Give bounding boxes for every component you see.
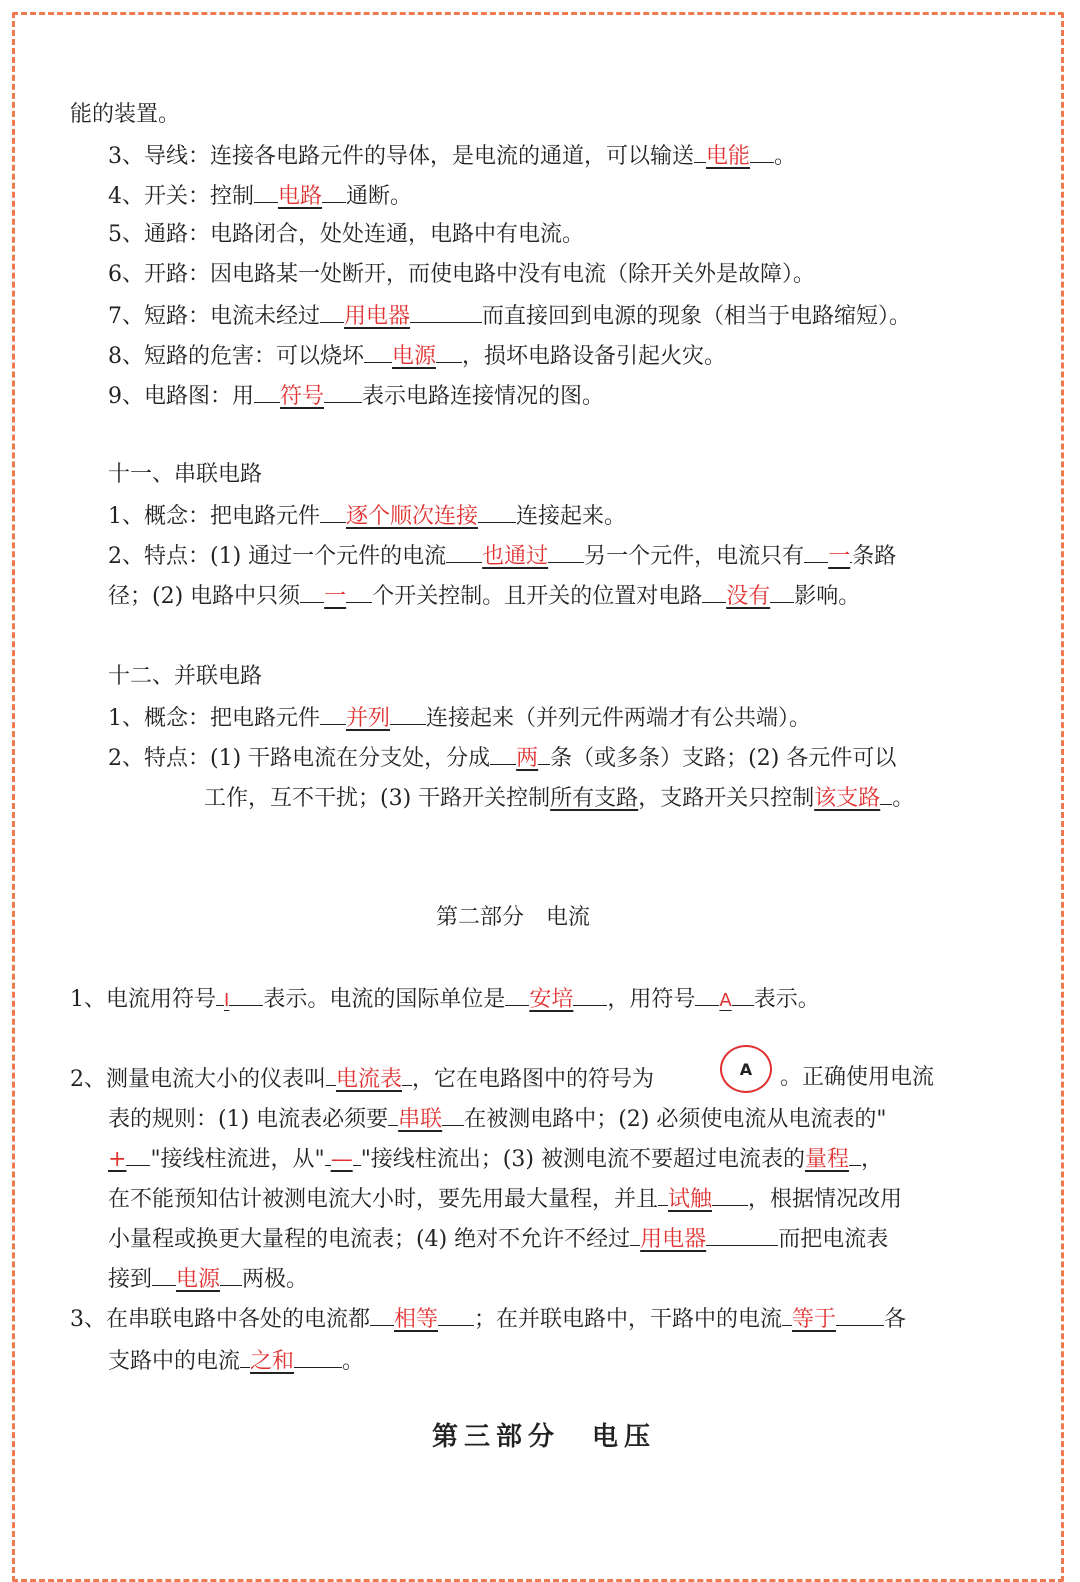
section-heading: 十二、并联电路 [108, 664, 263, 689]
answer-text: 相等 [394, 1307, 439, 1332]
answer-text: 串联 [398, 1107, 443, 1132]
text-line: 1、概念：把电路元件 逐个顺次连接 连接起来。 [108, 500, 626, 532]
text-line: 径；(2) 电路中只须 一 个开关控制。且开关的位置对电路 没有 影响。 [108, 580, 860, 612]
answer-text: I [224, 990, 230, 1011]
text-line: 3、导线：连接各电路元件的导体，是电流的通道，可以输送 电能 。 [108, 140, 796, 172]
part-heading: 第二部分 电流 [436, 905, 591, 930]
answer-text: 用电器 [344, 304, 411, 329]
text-line: 小量程或换更大量程的电流表；(4) 绝对不允许不经过 用电器 而把电流表 [108, 1223, 888, 1255]
answer-text: 电能 [706, 144, 751, 169]
text-line: 1、电流用符号 I 表示。电流的国际单位是 安培 ，用符号 A 表示。 [70, 983, 820, 1016]
answer-text: 符号 [280, 384, 325, 409]
text-line: 。正确使用电流 [780, 1065, 935, 1090]
answer-text: 两 [516, 746, 539, 771]
text-line: 6、开路：因电路某一处断开，而使电路中没有电流（除开关外是故障）。 [108, 262, 815, 287]
text-line: 5、通路：电路闭合，处处连通，电路中有电流。 [108, 222, 584, 247]
answer-text: 逐个顺次连接 [346, 504, 479, 529]
answer-text: 之和 [250, 1349, 295, 1374]
text-line: 7、短路：电流未经过 用电器 而直接回到电源的现象（相当于电路缩短）。 [108, 300, 911, 332]
text-line: 2、测量电流大小的仪表叫 电流表 ，它在电路图中的符号为 [70, 1063, 654, 1095]
answer-text: 电路 [278, 184, 323, 209]
answer-text: 一 [828, 544, 851, 569]
part-heading: 第三部分 电压 [432, 1422, 657, 1452]
answer-text: 等于 [792, 1307, 837, 1332]
ammeter-symbol-icon: A [720, 1045, 772, 1093]
text-line: 1、概念：把电路元件 并列 连接起来（并列元件两端才有公共端）。 [108, 702, 811, 734]
text-line: 2、特点：(1) 干路电流在分支处，分成 两 条（或多条）支路；(2) 各元件可以 [108, 742, 896, 774]
answer-text: 电流表 [336, 1067, 403, 1092]
text-line: 4、开关：控制 电路 通断。 [108, 180, 412, 212]
answer-text: + [108, 1147, 127, 1172]
answer-text: 电源 [176, 1267, 221, 1292]
text-line: 能的装置。 [70, 102, 181, 127]
text-line: 表的规则：(1) 电流表必须要 串联 在被测电路中；(2) 必须使电流从电流表的" [108, 1103, 886, 1135]
text-line: 8、短路的危害：可以烧坏 电源 ，损坏电路设备引起火灾。 [108, 340, 726, 372]
answer-text: 用电器 [640, 1227, 707, 1252]
section-heading: 十一、串联电路 [108, 462, 263, 487]
answer-text: 该支路 [814, 786, 881, 811]
text-line: 9、电路图：用 符号 表示电路连接情况的图。 [108, 380, 604, 412]
answer-text: 量程 [804, 1147, 849, 1172]
text-line: + "接线柱流进，从" — "接线柱流出；(3) 被测电流不要超过电流表的量程 ， [108, 1143, 883, 1175]
answer-text: A [719, 990, 732, 1011]
text-line: 支路中的电流 之和 。 [108, 1345, 364, 1377]
answer-text: 并列 [346, 706, 391, 731]
text-line: 3、在串联电路中各处的电流都 相等 ；在并联电路中，干路中的电流 等于 各 [70, 1303, 906, 1335]
answer-text: 电源 [392, 344, 437, 369]
answer-text: 没有 [726, 584, 771, 609]
underlined-text: 所有支路 [550, 786, 639, 811]
answer-text: — [330, 1147, 353, 1172]
answer-text: 安培 [529, 987, 574, 1012]
text-line: 在不能预知估计被测电流大小时，要先用最大量程，并且 试触 ，根据情况改用 [108, 1183, 902, 1215]
answer-text: 一 [324, 584, 347, 609]
answer-text: 也通过 [482, 544, 549, 569]
text-line: 工作，互不干扰；(3) 干路开关控制所有支路，支路开关只控制该支路 。 [204, 782, 914, 814]
text-line: 2、特点：(1) 通过一个元件的电流 也通过 另一个元件，电流只有 一条路 [108, 540, 896, 572]
text-line: 接到 电源 两极。 [108, 1263, 308, 1295]
answer-text: 试触 [668, 1187, 713, 1212]
